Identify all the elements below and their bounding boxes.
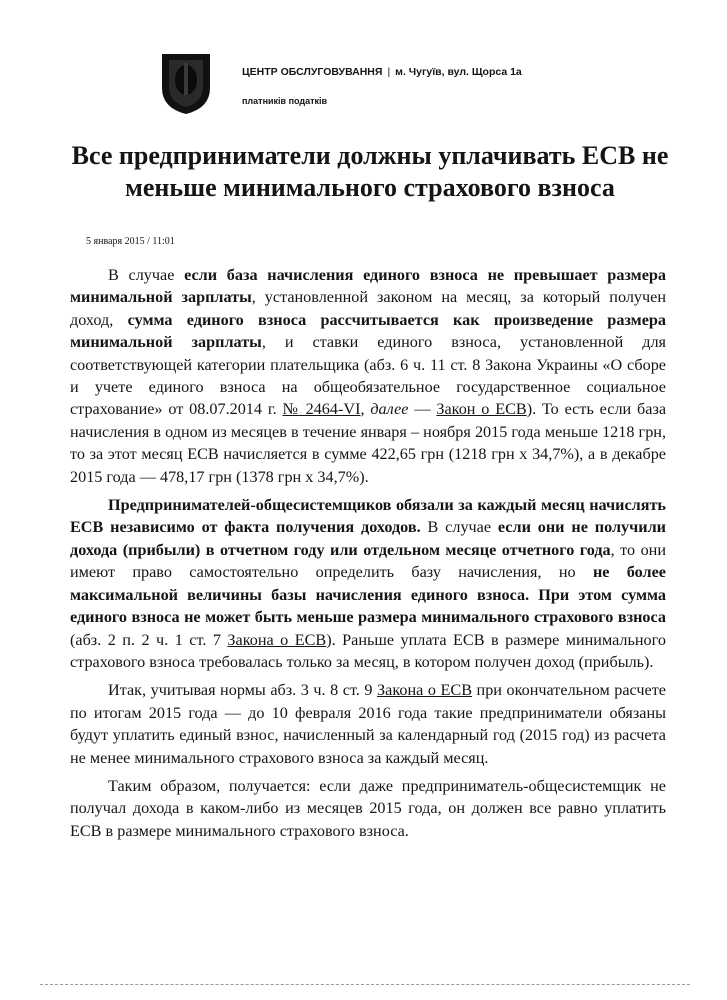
law-link[interactable]: Закона о ЕСВ bbox=[377, 681, 472, 700]
publication-date: 5 января 2015 / 11:01 bbox=[86, 236, 175, 247]
scan-edge-divider bbox=[40, 984, 690, 985]
bold-text: Предпринимателей-общесистемщиков обязали за каждый месяц начислять ЕСВ независимо от факта получения доходов. bbox=[70, 496, 666, 537]
paragraph-1 bbox=[70, 264, 666, 488]
article-body bbox=[70, 264, 666, 848]
law-link[interactable]: Закон о ЕСВ bbox=[436, 400, 527, 419]
paragraph-4 bbox=[70, 775, 666, 842]
law-number-link[interactable]: № 2464-VI bbox=[282, 400, 361, 419]
coat-of-arms-icon bbox=[158, 50, 214, 116]
header-organization bbox=[242, 66, 522, 78]
text: ). То есть если база начисления в одном из месяцев в течение января – ноября 2015 года меньше 1218 грн, то за этот месяц ЕСВ начисляется в сумме 422,65 грн (1218 грн х 34,7%), а в декабре 2015 года — 478,17 грн (1378 грн х 34,7%). bbox=[70, 400, 667, 486]
text: , установленной законом на месяц, за который получен доход, bbox=[70, 288, 666, 329]
text: , и ставки единого взноса, установленной для соответствующей категории плательщика (абз. 6 ч. 11 ст. 8 Закона Украины «О сборе и учете единого взноса на общеобязательное государственное социальное страхование» от 08.07.2014 г. bbox=[70, 333, 666, 419]
text: В случае bbox=[108, 266, 185, 284]
text: , bbox=[360, 400, 371, 419]
bold-text: если база начисления единого взноса не превышает размера минимальной зарплаты bbox=[70, 266, 666, 307]
text: ). Раньше уплата ЕСВ в размере минимального страхового взноса требовалась только за месяц, в котором получен доход (прибыль). bbox=[70, 630, 666, 671]
text: Таким образом, получается: если даже предприниматель-общесистемщик не получал дохода в каком-либо из месяцев 2015 года, он должен все равно уплатить ЕСВ в размере минимального страхового взноса. bbox=[70, 776, 666, 840]
org-subtitle: платників податків bbox=[242, 96, 328, 106]
org-name: ЦЕНТР ОБСЛУГОВУВАННЯ bbox=[242, 66, 383, 78]
italic-text: далее bbox=[370, 400, 409, 419]
article-title: Все предприниматели должны уплачивать ЕСВ не меньше минимального страхового взноса bbox=[71, 141, 669, 202]
text: , то они имеют право самостоятельно определить базу начисления, но bbox=[70, 540, 667, 582]
paragraph-3 bbox=[70, 679, 666, 769]
bold-text: если они не получили дохода (прибыли) в отчетном году или отдельном месяце отчетного года bbox=[70, 518, 666, 559]
paragraph-2 bbox=[70, 494, 666, 673]
bold-text: не более максимальной величины базы начисления единого взноса. При этом сумма единого взноса не может быть меньше размера минимального страхового взноса bbox=[70, 563, 666, 627]
law-link[interactable]: Закона о ЕСВ bbox=[227, 630, 327, 649]
text: Итак, учитывая нормы абз. 3 ч. 8 ст. 9 bbox=[108, 681, 378, 700]
bold-text: сумма единого взноса рассчитывается как произведение размера минимальной зарплаты bbox=[70, 310, 666, 352]
org-address: м. Чугуїв, вул. Щорса 1а bbox=[395, 66, 522, 78]
header-separator: | bbox=[387, 66, 391, 78]
text: (абз. 2 п. 2 ч. 1 ст. 7 bbox=[70, 630, 228, 649]
text: В случае bbox=[420, 518, 498, 537]
text: — bbox=[408, 400, 437, 419]
text: при окончательном расчете по итогам 2015 года — до 10 февраля 2016 года такие предприниматели обязаны будут уплатить единый взнос, начисленный за календарный год (2015 год) из расчета не менее минимального страхового взноса за каждый месяц. bbox=[70, 681, 666, 767]
